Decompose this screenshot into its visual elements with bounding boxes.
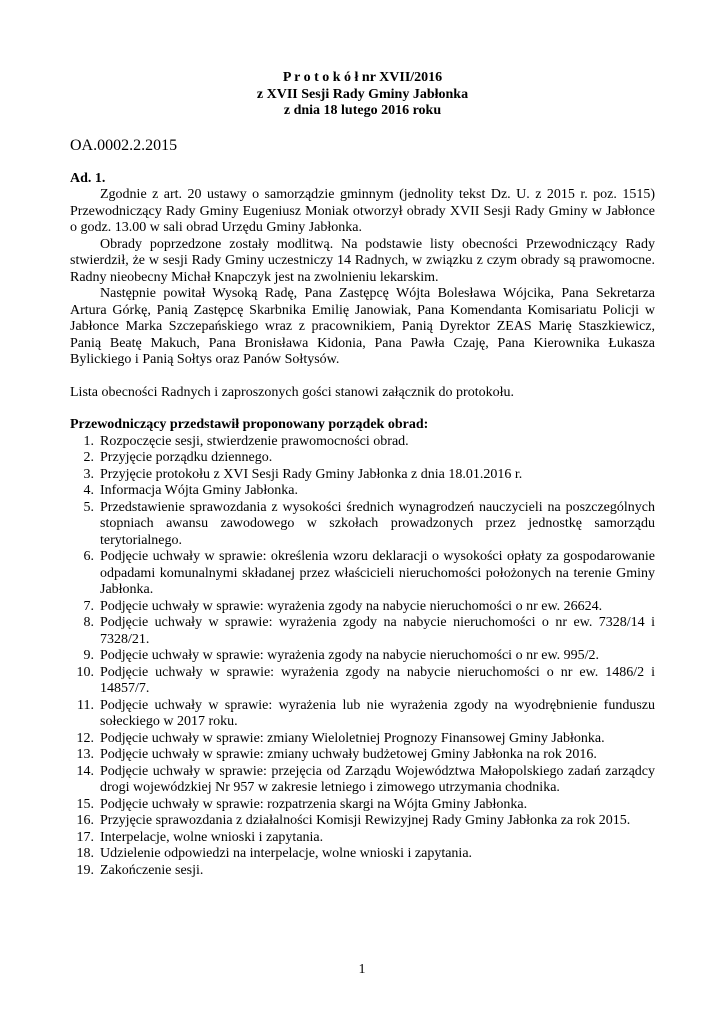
agenda-item-text: Przedstawienie sprawozdania z wysokości średnich wynagrodzeń nauczycieli na poszczególnych stopniach awansu zawodowego w szkołach prowadzonych przez jednostkę samorządu terytorialnego. <box>100 499 655 548</box>
paragraph-quorum: Obrady poprzedzone zostały modlitwą. Na podstawie listy obecności Przewodniczący Rady stwierdził, że w sesji Rady Gminy uczestniczy 14 Radnych, w związku z czym obrady są prawomocne. Radny nieobecny Michał Knapczyk jest na zwolnieniu lekarskim. <box>70 236 655 285</box>
document-header <box>70 70 655 120</box>
agenda-item-number: 15. <box>76 796 94 812</box>
agenda-item-text: Przyjęcie sprawozdania z działalności Komisji Rewizyjnej Rady Gminy Jabłonka za rok 2015. <box>100 813 631 828</box>
agenda-item-number: 12. <box>76 730 94 746</box>
agenda-item-text: Udzielenie odpowiedzi na interpelacje, wolne wnioski i zapytania. <box>100 846 473 861</box>
agenda-item-text: Podjęcie uchwały w sprawie: wyrażenia zgody na nabycie nieruchomości o nr ew. 1486/2 i 14857/7. <box>100 664 655 696</box>
agenda-list <box>70 434 655 880</box>
agenda-item-number: 19. <box>76 862 94 878</box>
agenda-item <box>70 599 655 616</box>
agenda-item <box>70 764 655 797</box>
agenda-item-number: 17. <box>76 829 94 845</box>
agenda-item-number: 1. <box>83 433 94 449</box>
agenda-item-text: Podjęcie uchwały w sprawie: określenia wzoru deklaracji o wysokości opłaty za gospodarowanie odpadami komunalnymi składanej przez właścicieli nieruchomości położonych na terenie Gminy Jabłonka. <box>100 549 655 597</box>
agenda-item-number: 8. <box>83 615 94 630</box>
agenda-item-number: 10. <box>76 664 94 680</box>
agenda-item <box>70 797 655 814</box>
agenda-item-text: Podjęcie uchwały w sprawie: wyrażenia zgody na nabycie nieruchomości o nr ew. 7328/14 i 7328/21. <box>100 615 655 647</box>
agenda-item-text: Przyjęcie porządku dziennego. <box>100 450 273 465</box>
agenda-item <box>70 747 655 764</box>
paragraph-opening: Zgodnie z art. 20 ustawy o samorządzie gminnym (jednolity tekst Dz. U. z 2015 r. poz. 1515) Przewodniczący Rady Gminy Eugeniusz Moniak otworzył obrady XVII Sesji Rady Gminy w Jabłonce o godz. 13.00 w sali obrad Urzędu Gminy Jabłonka. <box>70 187 655 235</box>
agenda-item <box>70 731 655 748</box>
agenda-item <box>70 500 655 550</box>
agenda-item-text: Podjęcie uchwały w sprawie: wyrażenia zgody na nabycie nieruchomości o nr ew. 995/2. <box>100 648 600 663</box>
agenda-item <box>70 648 655 665</box>
page-number: 1 <box>358 962 366 977</box>
document-page <box>70 70 655 879</box>
agenda-item <box>70 434 655 451</box>
agenda-item-number: 4. <box>83 483 94 498</box>
agenda-item-text: Podjęcie uchwały w sprawie: wyrażenia zgody na nabycie nieruchomości o nr ew. 26624. <box>100 598 603 614</box>
agenda-item-number: 16. <box>76 813 94 828</box>
agenda-title: Przewodniczący przedstawił proponowany porządek obrad: <box>70 417 429 432</box>
session-date: z dnia 18 lutego 2016 roku <box>283 103 442 118</box>
agenda-item-number: 11. <box>77 697 94 713</box>
agenda-item-text: Zakończenie sesji. <box>100 862 204 878</box>
agenda-item-number: 13. <box>76 747 94 762</box>
agenda-item <box>70 830 655 847</box>
agenda-item-number: 3. <box>83 466 94 482</box>
agenda-item-text: Rozpoczęcie sesji, stwierdzenie prawomocności obrad. <box>100 433 409 449</box>
reference-number: OA.0002.2.2015 <box>70 136 178 154</box>
agenda-item-text: Informacja Wójta Gminy Jabłonka. <box>100 483 299 498</box>
agenda-item-number: 5. <box>83 499 94 515</box>
agenda-item-number: 6. <box>83 549 94 564</box>
agenda-item <box>70 483 655 500</box>
agenda-item-number: 9. <box>83 648 94 663</box>
agenda-item-number: 14. <box>76 763 94 779</box>
agenda-item <box>70 665 655 698</box>
agenda-item-text: Podjęcie uchwały w sprawie: zmiany Wieloletniej Prognozy Finansowej Gminy Jabłonka. <box>100 730 605 746</box>
agenda-item-number: 7. <box>83 598 94 614</box>
agenda-item <box>70 615 655 648</box>
agenda-item <box>70 549 655 599</box>
agenda-item <box>70 467 655 484</box>
agenda-item-text: Podjęcie uchwały w sprawie: wyrażenia lub nie wyrażenia zgody na wyodrębnienie funduszu sołeckiego w 2017 roku. <box>100 697 655 729</box>
agenda-item-text: Przyjęcie protokołu z XVI Sesji Rady Gminy Jabłonka z dnia 18.01.2016 r. <box>100 466 523 482</box>
section-title: Ad. 1. <box>70 170 106 186</box>
paragraph-attendance: Lista obecności Radnych i zaproszonych gości stanowi załącznik do protokołu. <box>70 384 514 400</box>
session-title: z XVII Sesji Rady Gminy Jabłonka <box>256 86 469 102</box>
agenda-item-text: Podjęcie uchwały w sprawie: rozpatrzenia skargi na Wójta Gminy Jabłonka. <box>100 796 528 812</box>
agenda-item-number: 2. <box>83 450 94 465</box>
agenda-item <box>70 813 655 830</box>
agenda-item-text: Podjęcie uchwały w sprawie: zmiany uchwały budżetowej Gminy Jabłonka na rok 2016. <box>100 747 597 762</box>
agenda-item-number: 18. <box>76 846 94 861</box>
protocol-title: P r o t o k ó ł nr XVII/2016 <box>282 70 443 85</box>
agenda-item-text: Podjęcie uchwały w sprawie: przejęcia od Zarządu Województwa Małopolskiego zadań zarządcy drogi wojewódzkiej Nr 957 w zakresie letniego i zimowego utrzymania chodnika. <box>100 763 655 795</box>
agenda-item <box>70 450 655 467</box>
agenda-item <box>70 846 655 863</box>
agenda-item <box>70 698 655 731</box>
paragraph-guests: Następnie powitał Wysoką Radę, Pana Zastępcę Wójta Bolesława Wójcika, Pana Sekretarza Artura Górkę, Panią Zastępcę Skarbnika Emilię Janowiak, Pana Komendanta Komisariatu Policji w Jabłonce Marka Szczepańskiego wraz z pracownikiem, Panią Dyrektor ZEAS Marię Staszkiewicz, Panią Beatę Makuch, Pana Bronisława Kidonia, Pana Pawła Czaję, Pana Kierownika Łukasza Bylickiego i Panią Sołtys oraz Panów Sołtysów. <box>70 286 655 367</box>
agenda-item <box>70 863 655 880</box>
agenda-item-text: Interpelacje, wolne wnioski i zapytania. <box>100 829 324 845</box>
